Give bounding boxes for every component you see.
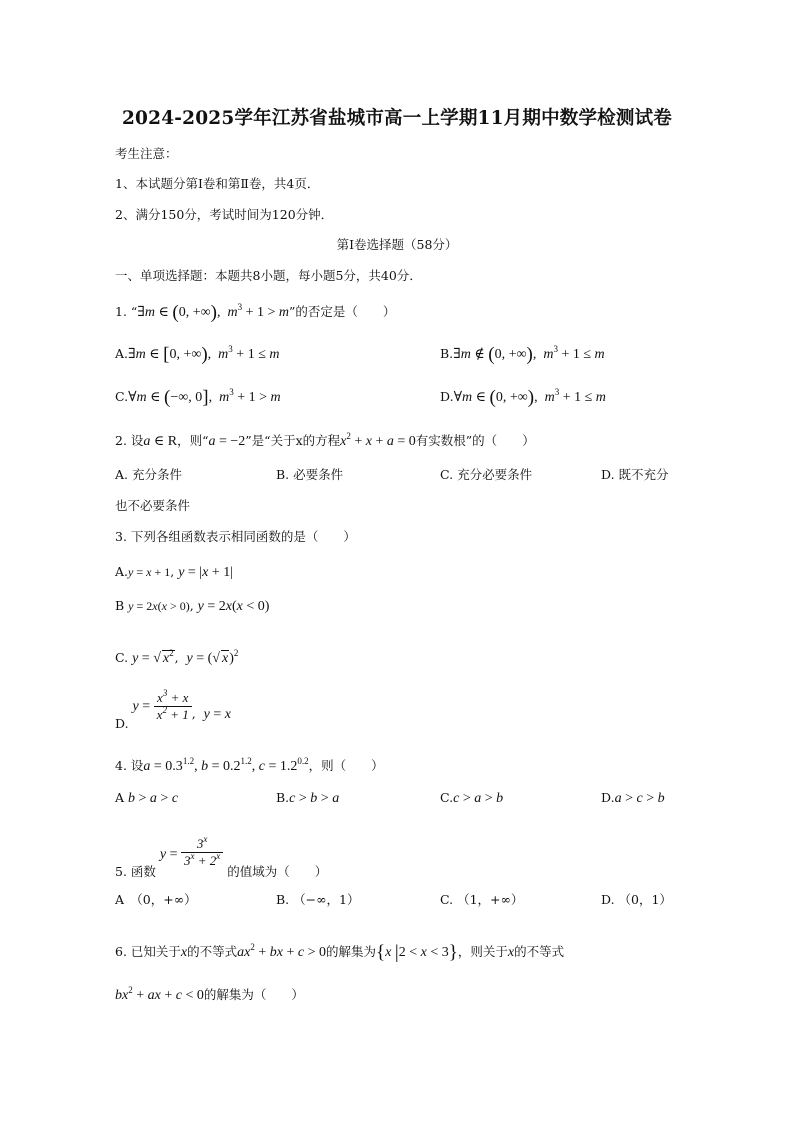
question-4-option-b[interactable]: B.c > b > a <box>276 790 340 806</box>
question-3-option-a[interactable]: A.y = x + 1, y = |x + 1| <box>115 564 234 580</box>
question-5-option-a[interactable]: A （0，+∞） <box>115 892 197 907</box>
question-6-stem: 6. 已知关于x的不等式$ax^2$ + bx + c > 0的解集为{x |2 < x < 3}，则关于x的不等式 <box>115 942 565 963</box>
question-2-option-d-continued: 也不必要条件 <box>115 498 191 513</box>
question-1-option-d[interactable]: D.∀m ∈ (0, +∞), $m^3 + 1 \le m$ <box>440 387 606 408</box>
question-4-option-a[interactable]: A b > a > c <box>115 790 179 806</box>
question-1-stem: 1. “∃m ∈ (0, +∞), $m^3 + 1 > m$”的否定是（ ） <box>115 302 396 323</box>
section-title: 第Ⅰ卷选择题（58分） <box>336 237 458 252</box>
question-1-option-c[interactable]: C.∀m ∈ (−∞, 0], $m^3 + 1 > m$ <box>115 387 281 408</box>
notice-heading: 考生注意： <box>115 146 178 161</box>
question-2-option-a[interactable]: A. 充分条件 <box>115 467 182 482</box>
question-1-option-a[interactable]: A.∃m ∈ [0, +∞), $m^3 + 1 \le m$ <box>115 344 280 365</box>
question-2-stem: 2. 设a ∈ R，则“a = −2”是“关于x的方程$x^2 + x + a = 0$有实数根”的（ ） <box>115 431 535 449</box>
question-3-option-d[interactable]: D. y = $\frac{x^3 + x}{x^2 + 1}$ , y = x <box>115 688 231 731</box>
notice-item-2: 2、满分150分，考试时间为120分钟． <box>115 207 334 222</box>
notice-item-1: 1、本试题分第Ⅰ卷和第Ⅱ卷，共4页． <box>115 176 320 191</box>
question-5-option-b[interactable]: B. （−∞，1） <box>276 892 360 907</box>
page-title: 2024-2025学年江苏省盐城市高一上学期11月期中数学检测试卷 <box>121 108 672 129</box>
question-5-stem: 5. 函数 y = $\frac{3^x}{3^x + 2^x}$ 的值域为（ ） <box>115 834 328 879</box>
question-6-stem-continued: $bx^2$ + ax + c < 0的解集为（ ） <box>115 985 304 1003</box>
question-2-option-d[interactable]: D. 既不充分 <box>601 467 669 482</box>
question-3-option-c[interactable]: C. y = √ $x^2$, y = (√ x)$^2$ <box>115 648 239 666</box>
question-4-stem: 4. 设$a = 0.3^{1.2}$, $b = 0.2^{1.2}$, $c = 1.2^{0.2}$，则（ ） <box>115 756 384 774</box>
section-part: 一、单项选择题：本题共8小题，每小题5分，共40分． <box>115 268 422 283</box>
question-2-option-b[interactable]: B. 必要条件 <box>276 467 344 482</box>
question-2-option-c[interactable]: C. 充分必要条件 <box>440 467 533 482</box>
question-3-stem: 3. 下列各组函数表示相同函数的是（ ） <box>115 529 356 544</box>
question-4-option-d[interactable]: D.a > c > b <box>601 790 665 806</box>
question-4-option-c[interactable]: C.c > a > b <box>440 790 504 806</box>
question-1-option-b[interactable]: B.∃m ∉ (0, +∞), $m^3 + 1 \le m$ <box>440 344 605 365</box>
question-3-option-b[interactable]: B y = 2x(x > 0), y = 2x(x < 0) <box>115 598 270 614</box>
question-5-option-d[interactable]: D. （0，1） <box>601 892 672 907</box>
question-5-option-c[interactable]: C. （1，+∞） <box>440 892 524 907</box>
